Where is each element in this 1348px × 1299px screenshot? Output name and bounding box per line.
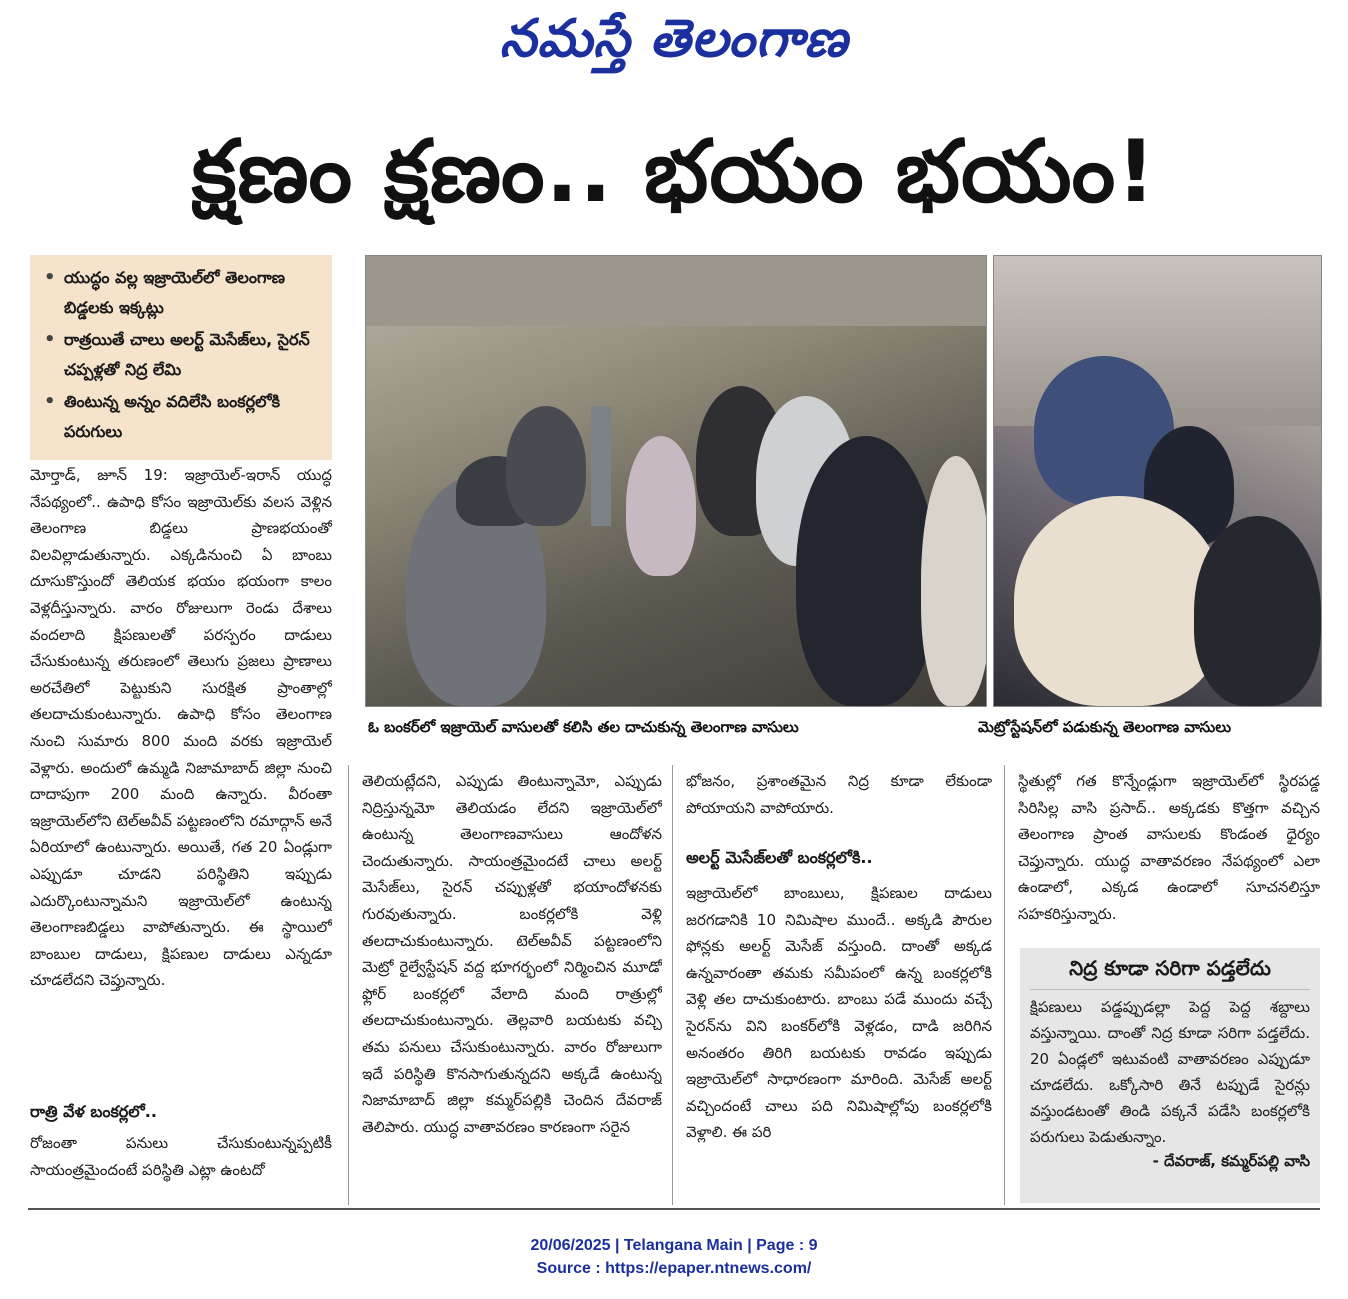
person-figure bbox=[506, 406, 586, 526]
person-figure bbox=[626, 436, 696, 576]
ceiling-shape bbox=[366, 256, 986, 326]
article-column-1: మోర్తాడ్‌, జూన్‌ 19: ఇజ్రాయెల్‌-ఇరాన్‌ యుద్ధ నేపథ్యంలో.. ఉపాధి కోసం ఇజ్రాయెల్‌కు వలస వెళ్లిన తెలంగాణ బిడ్డలు ప్రాణభయంతో విలవిల్లాడుతున్నారు. ఎక్కడినుంచి ఏ బాంబు దూసుకొస్తుందో తెలియక భయం భయంగా కాలం వెళ్లదీస్తున్నారు. వారం రోజులుగా రెండు దేశాలు వందలాది క్షిపణులతో పరస్పరం దాడులు చేసుకుంటున్న తరుణంలో తెలుగు ప్రజలు ప్రాణాలు అరచేతిలో పెట్టుకుని సురక్షిత ప్రాంతాల్లో తలదాచుకుంటున్నారు. ఉపాధి కోసం తెలంగాణ నుంచి సుమారు 800 మంది వరకు ఇజ్రాయెల్‌ వెళ్లారు. అందులో ఉమ్మడి నిజామాబాద్‌ జిల్లా నుంచి దాదాపుగా 200 మంది ఉన్నారు. వీరంతా ఇజ్రాయెల్‌లోని టెల్‌అవీవ్‌ పట్టణంలోని రమాద్గాన్‌ అనే ఏరియాలో ఉంటున్నారు. అయితే, గత 20 ఏండ్లుగా ఎప్పుడూ చూడని పరిస్థితిని ఇప్పుడు ఎదుర్కొంటున్నామని ఇజ్రాయెల్‌లో ఉంటున్న తెలంగాణబిడ్డలు వాపోతున్నారు. ఈ స్థాయిలో బాంబుల దాడులు, క్షిపణుల దాడులు ఎన్నడూ చూడలేదని చెప్తున్నారు. bbox=[30, 466, 332, 990]
page-headline: క్షణం క్షణం.. భయం భయం! bbox=[191, 122, 1157, 222]
fan-shape bbox=[591, 406, 611, 526]
bullet-icon: • bbox=[44, 391, 56, 412]
article-column-1-cont: రోజంతా పనులు చేసుకుంటున్నప్పటికీ సాయంత్రమైందంటే పరిస్థితి ఎట్లా ఉంటదో bbox=[30, 1134, 332, 1179]
highlights-box bbox=[30, 255, 332, 460]
article-column-3-cont: ఇజ్రాయెల్‌లో బాంబులు, క్షిపణుల దాడులు జరగడానికి 10 నిమిషాల ముందే.. అక్కడి పౌరుల ఫోన్లకు అలర్ట్‌ మెసేజ్‌ వస్తుంది. దాంతో అక్కడ ఉన్నవారంతా తమకు సమీపంలో ఉన్న బంకర్లలోకి వెళ్లి తల దాచుకుంటారు. బాంబు పడే ముందు వచ్చే సైరన్‌ను విని బంకర్‌లోకి వెళ్లడం, దాడి జరిగిన అనంతరం తిరిగి బయటకు రావడం ఇప్పుడు ఇజ్రాయెల్‌లో సాధారణంగా మారింది. మెసేజ్‌ అలర్ట్‌ వచ్చిందంటే చాలు పది నిమిషాల్లోపు బంకర్లలోకి వెళ్లాలి. ఈ పరి bbox=[686, 884, 992, 1142]
sidebox-title: నిద్ర కూడా సరిగా పడ్తలేదు bbox=[1030, 956, 1310, 990]
quote-sidebox bbox=[1020, 948, 1320, 1203]
article-column-4: స్థితుల్లో గత కొన్నేండ్లుగా ఇజ్రాయెల్‌లో స్థిరపడ్డ సిరిసిల్ల వాసి ప్రసాద్‌.. అక్కడకు కొత్తగా వచ్చిన తెలంగాణ ప్రాంత వాసులకు కొండంత ధైర్యం చెప్తున్నారు. యుద్ధ వాతావరణం నేపథ్యంలో ఎలా ఉండాలో, ఎక్కడ ఉండాలో సూచనలిస్తూ సహకరిస్తున్నారు. bbox=[1018, 772, 1320, 923]
bunker-photo bbox=[365, 255, 987, 707]
highlight-item: • తింటున్న అన్నం వదిలేసి బంకర్లలోకి పరుగులు bbox=[42, 387, 324, 447]
article-column-3: భోజనం, ప్రశాంతమైన నిద్ర కూడా లేకుండా పోయాయని వాపోయారు. bbox=[686, 772, 992, 817]
column-divider bbox=[672, 765, 673, 1205]
sidebox-body: క్షిపణులు పడ్డప్పుడల్లా పెద్ద పెద్ద శబ్దాలు వస్తున్నాయి. దాంతో నిద్ర కూడా సరిగా పడ్తలేదు. 20 ఏండ్లలో ఇటువంటి వాతావరణం ఎప్పుడూ చూడలేదు. ఒక్కోసారి తినే టప్పుడే సైరన్లు వస్తుండటంతో తిండి పక్కనే పడేసి బంకర్లలోకి పరుగులు పెడుతున్నాం. bbox=[1030, 998, 1310, 1146]
photo2-caption: మెట్రోస్టేషన్‌లో పడుకున్న తెలంగాణ వాసులు bbox=[978, 718, 1232, 736]
person-figure bbox=[796, 436, 936, 706]
bottom-divider bbox=[28, 1208, 1320, 1210]
person-figure bbox=[921, 456, 987, 706]
sidebox-signature: - దేవరాజ్‌, కమ్మర్‌పల్లి వాసి bbox=[1152, 1152, 1310, 1170]
subheading-night-bunkers: రాత్రి వేళ బంకర్లలో.. bbox=[30, 1102, 157, 1121]
bullet-icon: • bbox=[44, 329, 56, 350]
article-column-2: తెలియట్లేదని, ఎప్పుడు తింటున్నామో, ఎప్పుడు నిద్రిస్తున్నమో తెలియడం లేదని ఇజ్రాయెల్‌లో ఉంటున్న తెలంగాణవాసులు ఆందోళన చెందుతున్నారు. సాయంత్రమైందటే చాలు అలర్ట్‌ మెసేజ్‌లు, సైరన్‌ చప్పుళ్లతో భయాందోళనకు గురవుతున్నారు. బంకర్లలోకి వెళ్లి తలదాచుకుంటున్నారు. టెల్‌అవీవ్‌ పట్టణంలోని మెట్రో రైల్వేస్టేషన్‌ వద్ద భూగర్భంలో నిర్మించిన మూడో ఫ్లోర్‌ బంకర్లలో వేలాది మంది రాత్రుల్లో తలదాచుకుంటున్నారు. తెల్లవారి బయటకు వచ్చి తమ పనులు చేసుకుంటున్నారు. వారం రోజులుగా ఇదే పరిస్థితి కొనసాగుతున్నదని అక్కడే ఉంటున్న నిజామాబాద్‌ జిల్లా కమ్మర్‌పల్లికి చెందిన దేవరాజ్‌ తెలిపారు. యుద్ధ వాతావరణం కారణంగా సరైన bbox=[362, 772, 662, 1136]
bullet-icon: • bbox=[44, 267, 56, 288]
highlight-item: • రాత్రయితే చాలు అలర్ట్‌ మెసేజ్‌లు, సైరన్‌ చప్పళ్లతో నిద్ర లేమి bbox=[42, 325, 324, 385]
photo1-caption: ఓ బంకర్‌లో ఇజ్రాయెల్‌ వాసులతో కలిసి తల దాచుకున్న తెలంగాణ వాసులు bbox=[368, 718, 799, 736]
metro-station-photo bbox=[993, 255, 1322, 707]
blanket-shape bbox=[1194, 516, 1321, 706]
person-figure bbox=[1014, 496, 1224, 706]
masthead-logo: నమస్తే తెలంగాణ bbox=[499, 8, 849, 69]
footer-source-link[interactable]: Source : https://epaper.ntnews.com/ bbox=[536, 1260, 812, 1277]
subheading-alert-messages: అలర్ట్‌ మెసేజ్‌లతో బంకర్లలోకి.. bbox=[686, 848, 873, 867]
highlight-item: • యుద్ధం వల్ల ఇజ్రాయెల్‌లో తెలంగాణ బిడ్డలకు ఇక్కట్లు bbox=[42, 263, 324, 323]
column-divider bbox=[348, 765, 349, 1205]
footer-date-line: 20/06/2025 | Telangana Main | Page : 9 bbox=[530, 1237, 818, 1254]
column-divider bbox=[1004, 765, 1005, 1205]
